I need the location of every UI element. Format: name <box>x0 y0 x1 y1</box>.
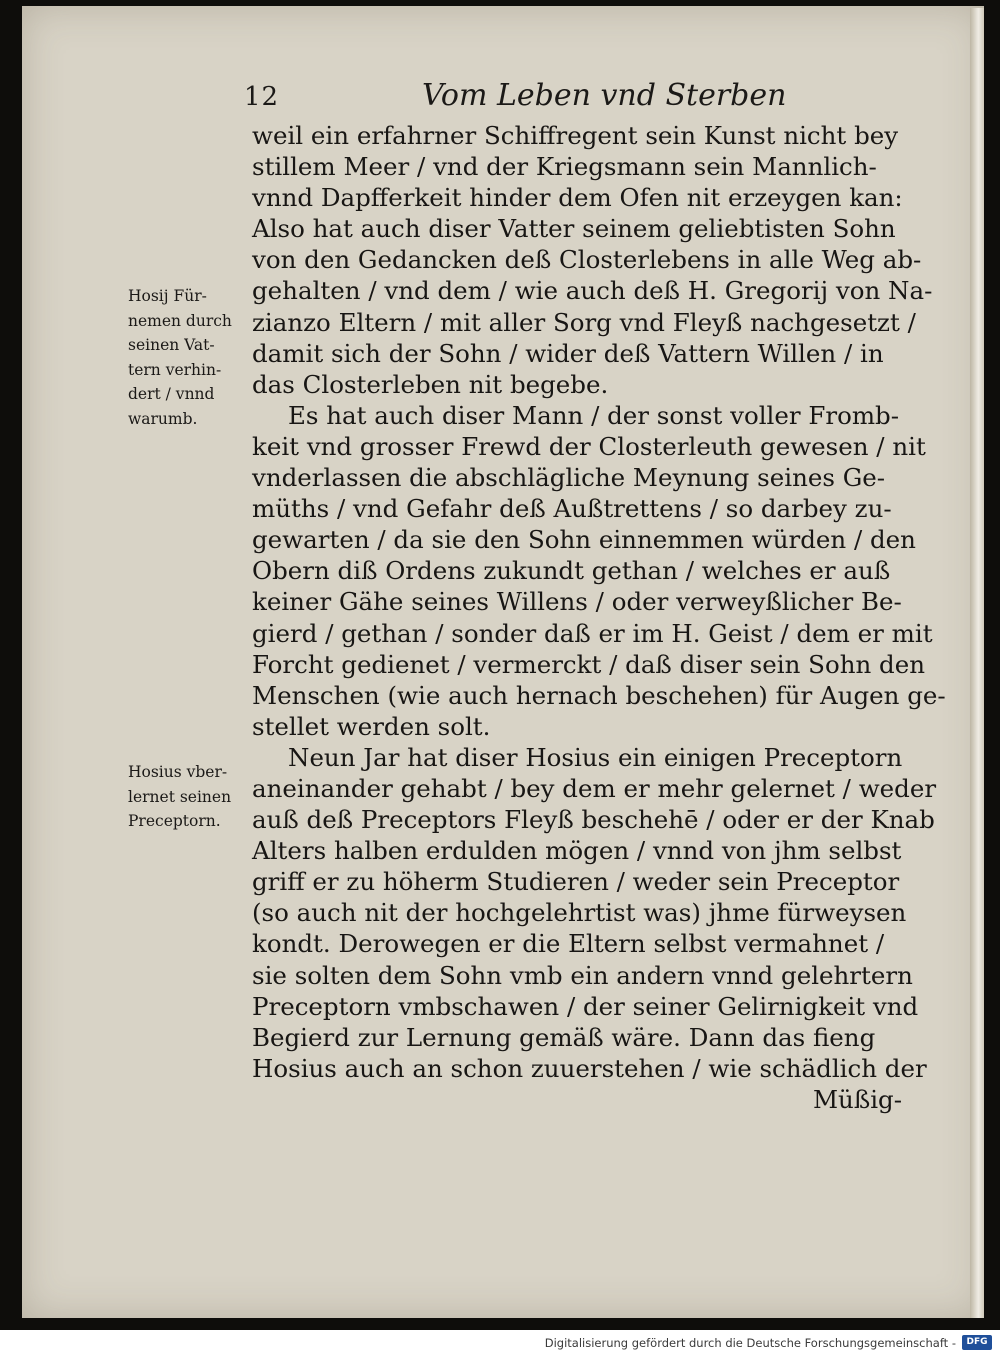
text-line: zianzo Eltern / mit aller Sorg vnd Fleyß nachgesetzt / <box>252 307 916 337</box>
text-line: stellet werden solt. <box>252 711 491 741</box>
text-line: griff er zu höherm Studieren / weder sein Preceptor <box>252 867 900 897</box>
margin-note-hosij <box>128 284 250 431</box>
page-number: 12 <box>244 82 280 112</box>
footer-bar <box>0 1332 1000 1354</box>
margin-note-line: nemen durch <box>128 311 232 330</box>
text-line: gierd / gethan / sonder daß er im H. Geist / dem er mit <box>252 618 933 648</box>
text-line: vnnd Dapfferkeit hinder dem Ofen nit erzeygen kan: <box>252 183 903 213</box>
text-line: das Closterleben nit begebe. <box>252 369 609 399</box>
margin-note-line: dert / vnnd <box>128 385 215 403</box>
text-line: Also hat auch diser Vatter seinem geliebtisten Sohn <box>252 214 896 244</box>
text-line: Es hat auch diser Mann / der sonst voller Fromb- <box>288 400 900 430</box>
text-line: Obern diß Ordens zukundt gethan / welches er auß <box>252 556 891 586</box>
text-line: damit sich der Sohn / wider deß Vattern Willen / in <box>252 338 884 368</box>
text-line: Hosius auch an schon zuuerstehen / wie schädlich der <box>252 1053 927 1083</box>
main-text-block <box>252 120 946 1115</box>
text-line: (so auch nit der hochgelehrtist was) jhme fürweysen <box>252 898 907 928</box>
margin-note-hosius <box>128 760 250 834</box>
text-line: gehalten / vnd dem / wie auch deß H. Gregorij von Na- <box>252 276 933 306</box>
text-line: auß deß Preceptors Fleyß beschehē / oder er der Knab <box>252 805 935 835</box>
margin-note-line: seinen Vat- <box>128 336 215 354</box>
text-line: von den Gedancken deß Closterlebens in alle Weg ab- <box>252 245 922 275</box>
margin-note-line: Hosij Für- <box>128 287 207 305</box>
margin-note-line: lernet seinen <box>128 787 232 806</box>
margin-note-line: Preceptorn. <box>128 812 221 830</box>
margin-note-line: Hosius vber- <box>128 763 228 781</box>
text-line: gewarten / da sie den Sohn einnemmen würden / den <box>252 525 916 555</box>
text-line: aneinander gehabt / bey dem er mehr gelernet / weder <box>252 773 937 803</box>
dfg-logo-icon: DFG <box>962 1335 992 1350</box>
text-line: Menschen (wie auch hernach beschehen) für Augen ge- <box>252 680 946 710</box>
text-line: keit vnd grosser Frewd der Closterleuth gewesen / nit <box>252 431 926 461</box>
catchword: Müßig- <box>812 1084 902 1114</box>
funding-credit: Digitalisierung gefördert durch die Deutsche Forschungsgemeinschaft - <box>544 1336 956 1350</box>
text-line: Preceptorn vmbschawen / der seiner Gelirnigkeit vnd <box>252 991 919 1021</box>
text-line: stillem Meer / vnd der Kriegsmann sein Mannlich- <box>252 152 877 182</box>
margin-note-line: tern verhin- <box>128 360 222 379</box>
margin-note-line: warumb. <box>128 409 198 428</box>
text-line: Begierd zur Lernung gemäß wäre. Dann das fieng <box>252 1022 876 1052</box>
text-line: Neun Jar hat diser Hosius ein einigen Preceptorn <box>288 742 903 772</box>
text-line: Alters halben erdulden mögen / vnnd von jhm selbst <box>252 836 902 866</box>
running-title: Vom Leben vnd Sterben <box>422 78 787 113</box>
page-edge <box>970 8 984 1318</box>
text-line: weil ein erfahrner Schiffregent sein Kunst nicht bey <box>252 121 899 150</box>
text-line: Forcht gedienet / vermerckt / daß diser sein Sohn den <box>252 649 925 679</box>
text-line: sie solten dem Sohn vmb ein andern vnnd gelehrtern <box>252 960 913 990</box>
text-line: müths / vnd Gefahr deß Außtrettens / so darbey zu- <box>252 494 892 524</box>
text-line: kondt. Derowegen er die Eltern selbst vermahnet / <box>252 929 885 959</box>
text-line: vnderlassen die abschlägliche Meynung seines Ge- <box>252 463 886 493</box>
page-header <box>0 74 1000 118</box>
text-line: keiner Gähe seines Willens / oder verweyßlicher Be- <box>252 587 902 617</box>
